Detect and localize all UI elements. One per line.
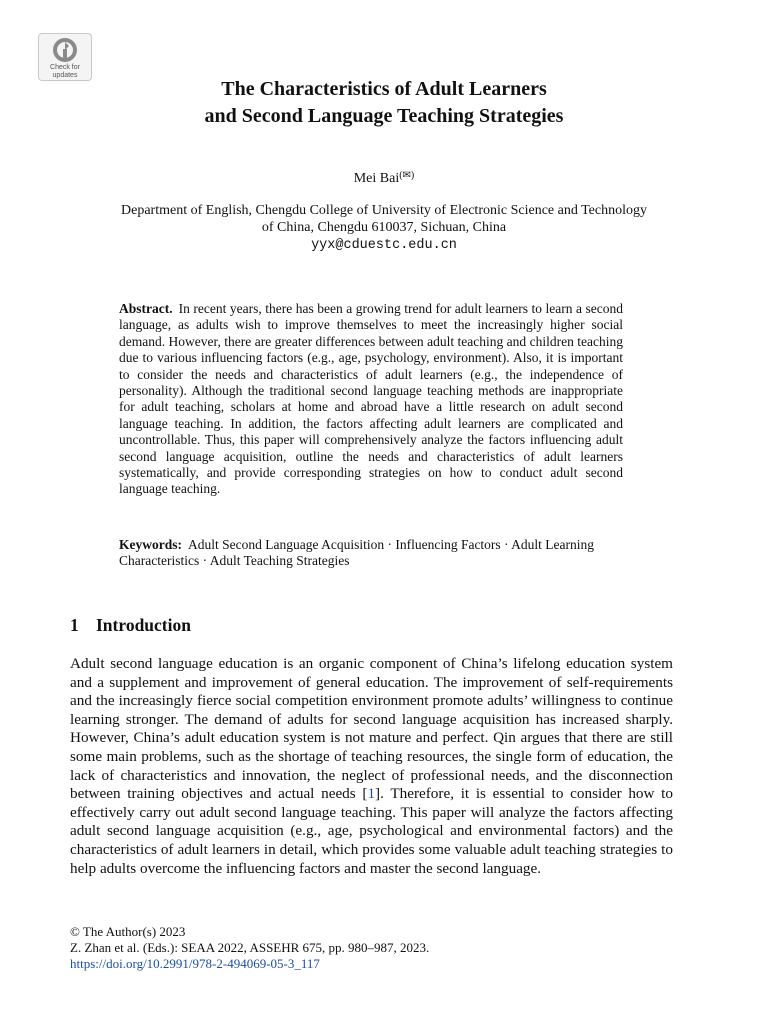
intro-text-part-2: ]. Therefore, it is essential to consider how to effectively carry out adult second language teaching. This paper will analyze the factors affecting adult second language acquisition (e.g., age, psychological and environmental factors) and the characteristics of adult learners in detail, which provides some valuable adult teaching strategies to help adults overcome the influencing factors and master the second language. [70, 785, 673, 877]
paper-title [0, 76, 768, 130]
author [0, 170, 768, 188]
intro-paragraph [70, 655, 673, 878]
author-email[interactable]: yyx@cduestc.edu.cn [311, 238, 457, 253]
keywords [119, 537, 623, 570]
abstract-text: In recent years, there has been a growing trend for adult learners to learn a second language, as adults wish to improve themselves to meet the increasingly higher social demand. However, there are greater differences between adult teaching and children teaching due to various influencing factors (e.g., age, psychology, environment). Also, it is important to consider the needs and characteristics of adult learners (e.g., the independence of personality). Although the traditional second language teaching methods are inappropriate for adult teaching, scholars at home and abroad have a little research on adult second language teaching. In addition, the factors affecting adult learners are complicated and uncontrollable. Thus, this paper will comprehensively analyze the factors influencing adult second language acquisition, outline the needs and characteristics of adult learners systematically, and provide corresponding strategies on how to conduct adult second language teaching. [119, 301, 623, 497]
section-title: Introduction [96, 615, 191, 635]
check-for-updates-icon [50, 37, 80, 63]
abstract-label: Abstract. [119, 301, 173, 316]
section-heading [70, 614, 191, 636]
title-line-1: The Characteristics of Adult Learners [221, 78, 547, 100]
intro-text-part-1: Adult second language education is an organic component of China’s lifelong education system and a supplement and improvement of general education. The improvement of self-requirements and the increasingly fierce social competition environment promote adults’ willingness to continue learning stronger. The demand of adults for second language acquisition has increased sharply. However, China’s adult education system is not mature and perfect. Qin argues that there are still some main problems, such as the shortage of teaching resources, the single form of education, the lack of characteristics and innovation, the neglect of professional needs, and the disconnection between training objectives and actual needs [ [70, 655, 673, 803]
badge-text-line2: updates [52, 72, 78, 79]
affiliation-line-2: of China, Chengdu 610037, Sichuan, China [261, 220, 507, 235]
doi-link[interactable]: https://doi.org/10.2991/978-2-494069-05-3_117 [70, 956, 320, 971]
title-line-2: and Second Language Teaching Strategies [204, 105, 564, 127]
keywords-text: Adult Second Language Acquisition · Influencing Factors · Adult Learning Characteristics · Adult Teaching Strategies [119, 537, 595, 569]
badge-text-line1: Check for [50, 64, 80, 71]
footer [70, 924, 690, 972]
copyright-line: © The Author(s) 2023 [70, 924, 186, 939]
abstract [119, 301, 623, 498]
keywords-label: Keywords: [119, 537, 182, 552]
author-name: Mei Bai [353, 171, 400, 186]
citation-link[interactable]: 1 [367, 785, 376, 803]
affiliation-line-1: Department of English, Chengdu College of University of Electronic Science and Technology [121, 203, 647, 218]
section-number: 1 [70, 615, 79, 635]
check-for-updates-badge[interactable] [38, 33, 92, 81]
affiliation [60, 202, 708, 236]
citation-line: Z. Zhan et al. (Eds.): SEAA 2022, ASSEHR 675, pp. 980–987, 2023. [70, 940, 430, 955]
corresponding-author-icon: (✉) [399, 170, 415, 181]
